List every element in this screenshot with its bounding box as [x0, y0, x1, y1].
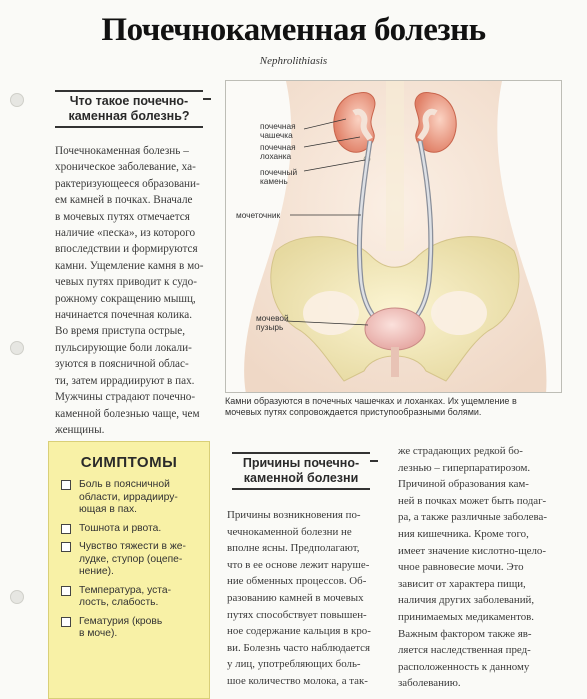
heading-bar: [370, 460, 378, 462]
illustration-caption: [225, 396, 562, 418]
text-line: у лиц, употребляющих боль-: [227, 658, 361, 671]
checkbox-icon[interactable]: [61, 524, 71, 534]
binder-hole: [10, 341, 24, 355]
text-line: что в ее основе лежит наруше-: [227, 558, 370, 571]
text-line: Во время приступа острые,: [55, 325, 186, 338]
heading-bar: [203, 98, 211, 100]
text-line: Мужчины страдают почечно-: [55, 391, 196, 404]
symptom-item: [61, 616, 203, 641]
caption-line: мочевых путях сопровождается приступообразными болями.: [225, 407, 482, 417]
text-line: Причины возникновения по-: [227, 509, 361, 521]
binder-hole: [10, 590, 24, 604]
text-line: начинается почечная колика.: [55, 309, 193, 322]
section1-body: [55, 143, 217, 438]
binder-hole: [10, 93, 24, 107]
symptom-item: [61, 585, 203, 610]
text-line: имеет значение кислотно-щело-: [398, 544, 546, 557]
checkbox-icon[interactable]: [61, 542, 71, 552]
text-line: женщины.: [55, 423, 105, 436]
symptom-text: лость, слабость.: [79, 597, 159, 608]
text-line: шое количество молока, а так-: [227, 674, 368, 687]
symptom-text: Гематурия (кровь: [79, 615, 163, 627]
checkbox-icon[interactable]: [61, 480, 71, 490]
text-line: чечнокаменной болезни не: [227, 525, 352, 538]
symptom-text: лудке, ступор (оцепе-: [79, 553, 183, 565]
symptoms-box: [48, 441, 210, 699]
text-line: камни. Ущемление камня в мо-: [55, 259, 204, 272]
text-line: каменной болезнью чаще, чем: [55, 407, 200, 420]
symptom-text: области, иррадииру-: [79, 491, 178, 503]
label-pelvis: почечная лоханка: [260, 142, 296, 161]
text-line: вполне ясны. Предполагают,: [227, 542, 360, 555]
text-line: ляется наследственная пред-: [398, 644, 531, 657]
label-bladder: мочевой пузырь: [256, 313, 289, 332]
text-line: ние обменных процессов. Об-: [227, 575, 367, 588]
checkbox-icon[interactable]: [61, 586, 71, 596]
heading-line: каменной болезни: [243, 471, 359, 485]
text-line: ра, а также различные заболева-: [398, 511, 547, 524]
text-line: путях способствует повышен-: [227, 608, 367, 621]
causes-column-2: [398, 443, 558, 692]
text-line: заболеванию.: [398, 677, 461, 690]
label-stone: почечный камень: [260, 167, 298, 186]
symptom-text: Чувство тяжести в же-: [79, 541, 186, 552]
text-line: в мочевых путях отмечается: [55, 210, 190, 223]
page-title: Почечнокаменная болезнь: [101, 12, 486, 48]
urethra-shape: [391, 347, 399, 377]
symptom-text: Тошнота и рвота.: [79, 522, 162, 534]
text-line: чное равновесие мочи. Это: [398, 561, 524, 574]
symptom-text: нение).: [79, 566, 114, 577]
heading-line: Причины почечно-: [242, 456, 360, 470]
pelvis-hole-left: [303, 291, 359, 335]
heading-line: Что такое почечно-: [69, 94, 189, 108]
anatomy-illustration: [225, 80, 562, 393]
text-line: наличие «песка», из которого: [55, 227, 196, 240]
symptom-item: [61, 479, 203, 517]
label-calyx: почечная чашечка: [260, 121, 296, 140]
text-line: Важным фактором также яв-: [398, 627, 532, 640]
text-line: ем камней в почках. Вначале: [55, 194, 193, 207]
section-heading-what-is: [55, 90, 203, 128]
causes-column-1: [227, 507, 387, 690]
text-line: разованию камней в мочевых: [227, 591, 364, 604]
text-line: чевых путях приводит к судо-: [55, 276, 197, 289]
text-line: ное содержание кальция в кро-: [227, 625, 371, 638]
symptom-text: в моче).: [79, 628, 118, 639]
text-line: хроническое заболевание, ха-: [55, 161, 196, 174]
text-line: зависит от характера пищи,: [398, 577, 526, 590]
bladder-shape: [365, 308, 425, 350]
symptom-text: Боль в поясничной: [79, 479, 170, 490]
section-heading-causes: [232, 452, 370, 490]
symptom-item: [61, 523, 203, 536]
symptom-text: Температура, уста-: [79, 584, 172, 596]
text-line: наличия других заболеваний,: [398, 594, 535, 607]
text-line: рактеризующееся образовани-: [55, 177, 200, 190]
text-line: ти, затем иррадиируют в пах.: [55, 374, 195, 387]
text-line: зуются в поясничной облас-: [55, 358, 189, 371]
page-subtitle: Nephrolithiasis: [259, 55, 328, 67]
heading-line: каменная болезнь?: [68, 109, 190, 123]
text-line: впоследствии и формируются: [55, 243, 198, 256]
symptom-item: [61, 541, 203, 579]
text-line: Причиной образования кам-: [398, 478, 529, 491]
text-line: ней в почках может быть подаг-: [398, 494, 547, 507]
symptoms-title: СИМПТОМЫ: [80, 454, 178, 471]
spine-shape: [386, 81, 404, 251]
text-line: Почечнокаменная болезнь –: [55, 145, 189, 157]
text-line: принимаемых медикаментов.: [398, 610, 535, 623]
label-ureter: мочеточник: [236, 210, 281, 220]
text-line: же страдающих редкой бо-: [398, 445, 523, 457]
text-line: пульсирующие боли локали-: [55, 341, 192, 354]
text-line: рожному сокращению мышц,: [55, 292, 196, 305]
text-line: расположенность к данному: [398, 660, 530, 673]
text-line: ви. Болезнь часто наблюдается: [227, 641, 371, 654]
pelvis-hole-right: [431, 291, 487, 335]
symptoms-list: [49, 479, 209, 641]
text-line: ния кишечника. Кроме того,: [398, 527, 529, 540]
symptom-text: ющая в пах.: [79, 504, 138, 515]
checkbox-icon[interactable]: [61, 617, 71, 627]
caption-line: Камни образуются в почечных чашечках и лоханках. Их ущемление в: [225, 396, 517, 406]
text-line: лезнью – гиперпаратирозом.: [398, 461, 531, 474]
